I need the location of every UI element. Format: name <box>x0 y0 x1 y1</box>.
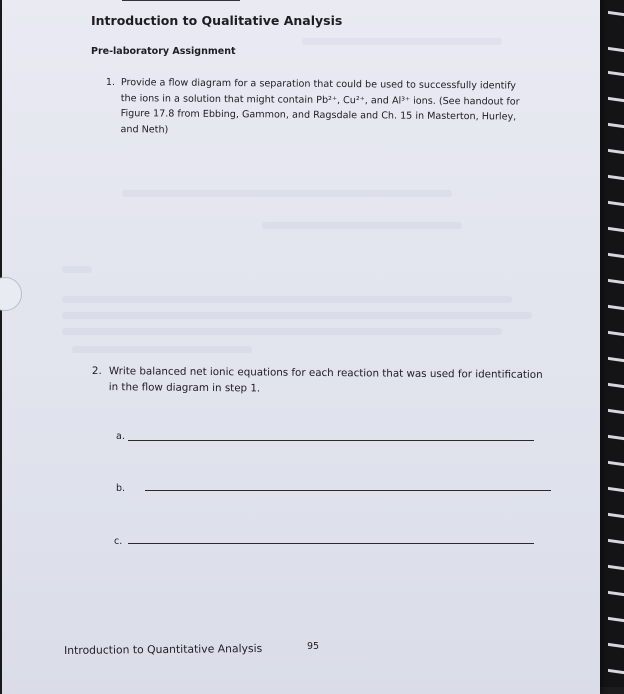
answer-c-line[interactable] <box>128 543 534 544</box>
name-underline <box>122 0 240 1</box>
page-number: 95 <box>307 641 320 652</box>
worksheet-subtitle: Pre-laboratory Assignment <box>91 46 236 57</box>
question-2-line: in the flow diagram in step 1. <box>108 381 261 395</box>
answer-b-label: b. <box>116 483 126 494</box>
binder-edge <box>600 0 624 687</box>
question-2-line: Write balanced net ionic equations for each reaction that was used for identification <box>108 365 543 381</box>
question-1-line: Provide a flow diagram for a separation that could be used to successfully identify <box>120 77 517 92</box>
answer-a-line[interactable] <box>128 440 534 441</box>
question-1-line: and Neth) <box>120 123 169 136</box>
worksheet-page <box>2 0 600 694</box>
footer-title: Introduction to Quantitative Analysis <box>64 641 263 657</box>
worksheet-title: Introduction to Qualitative Analysis <box>91 13 343 28</box>
question-2-number: 2. <box>91 364 102 378</box>
question-1-number: 1. <box>105 76 116 89</box>
question-1-line: the ions in a solution that might contain Pb²⁺, Cu²⁺, and Al³⁺ ions. (See handout for <box>120 92 520 108</box>
question-1-line: Figure 17.8 from Ebbing, Gammon, and Ragsdale and Ch. 15 in Masterton, Hurley, <box>120 108 517 123</box>
answer-b-line[interactable] <box>145 490 551 491</box>
name-label <box>92 0 122 1</box>
answer-a-label: a. <box>116 431 125 442</box>
punch-hole <box>0 277 22 311</box>
answer-c-label: c. <box>114 536 123 547</box>
